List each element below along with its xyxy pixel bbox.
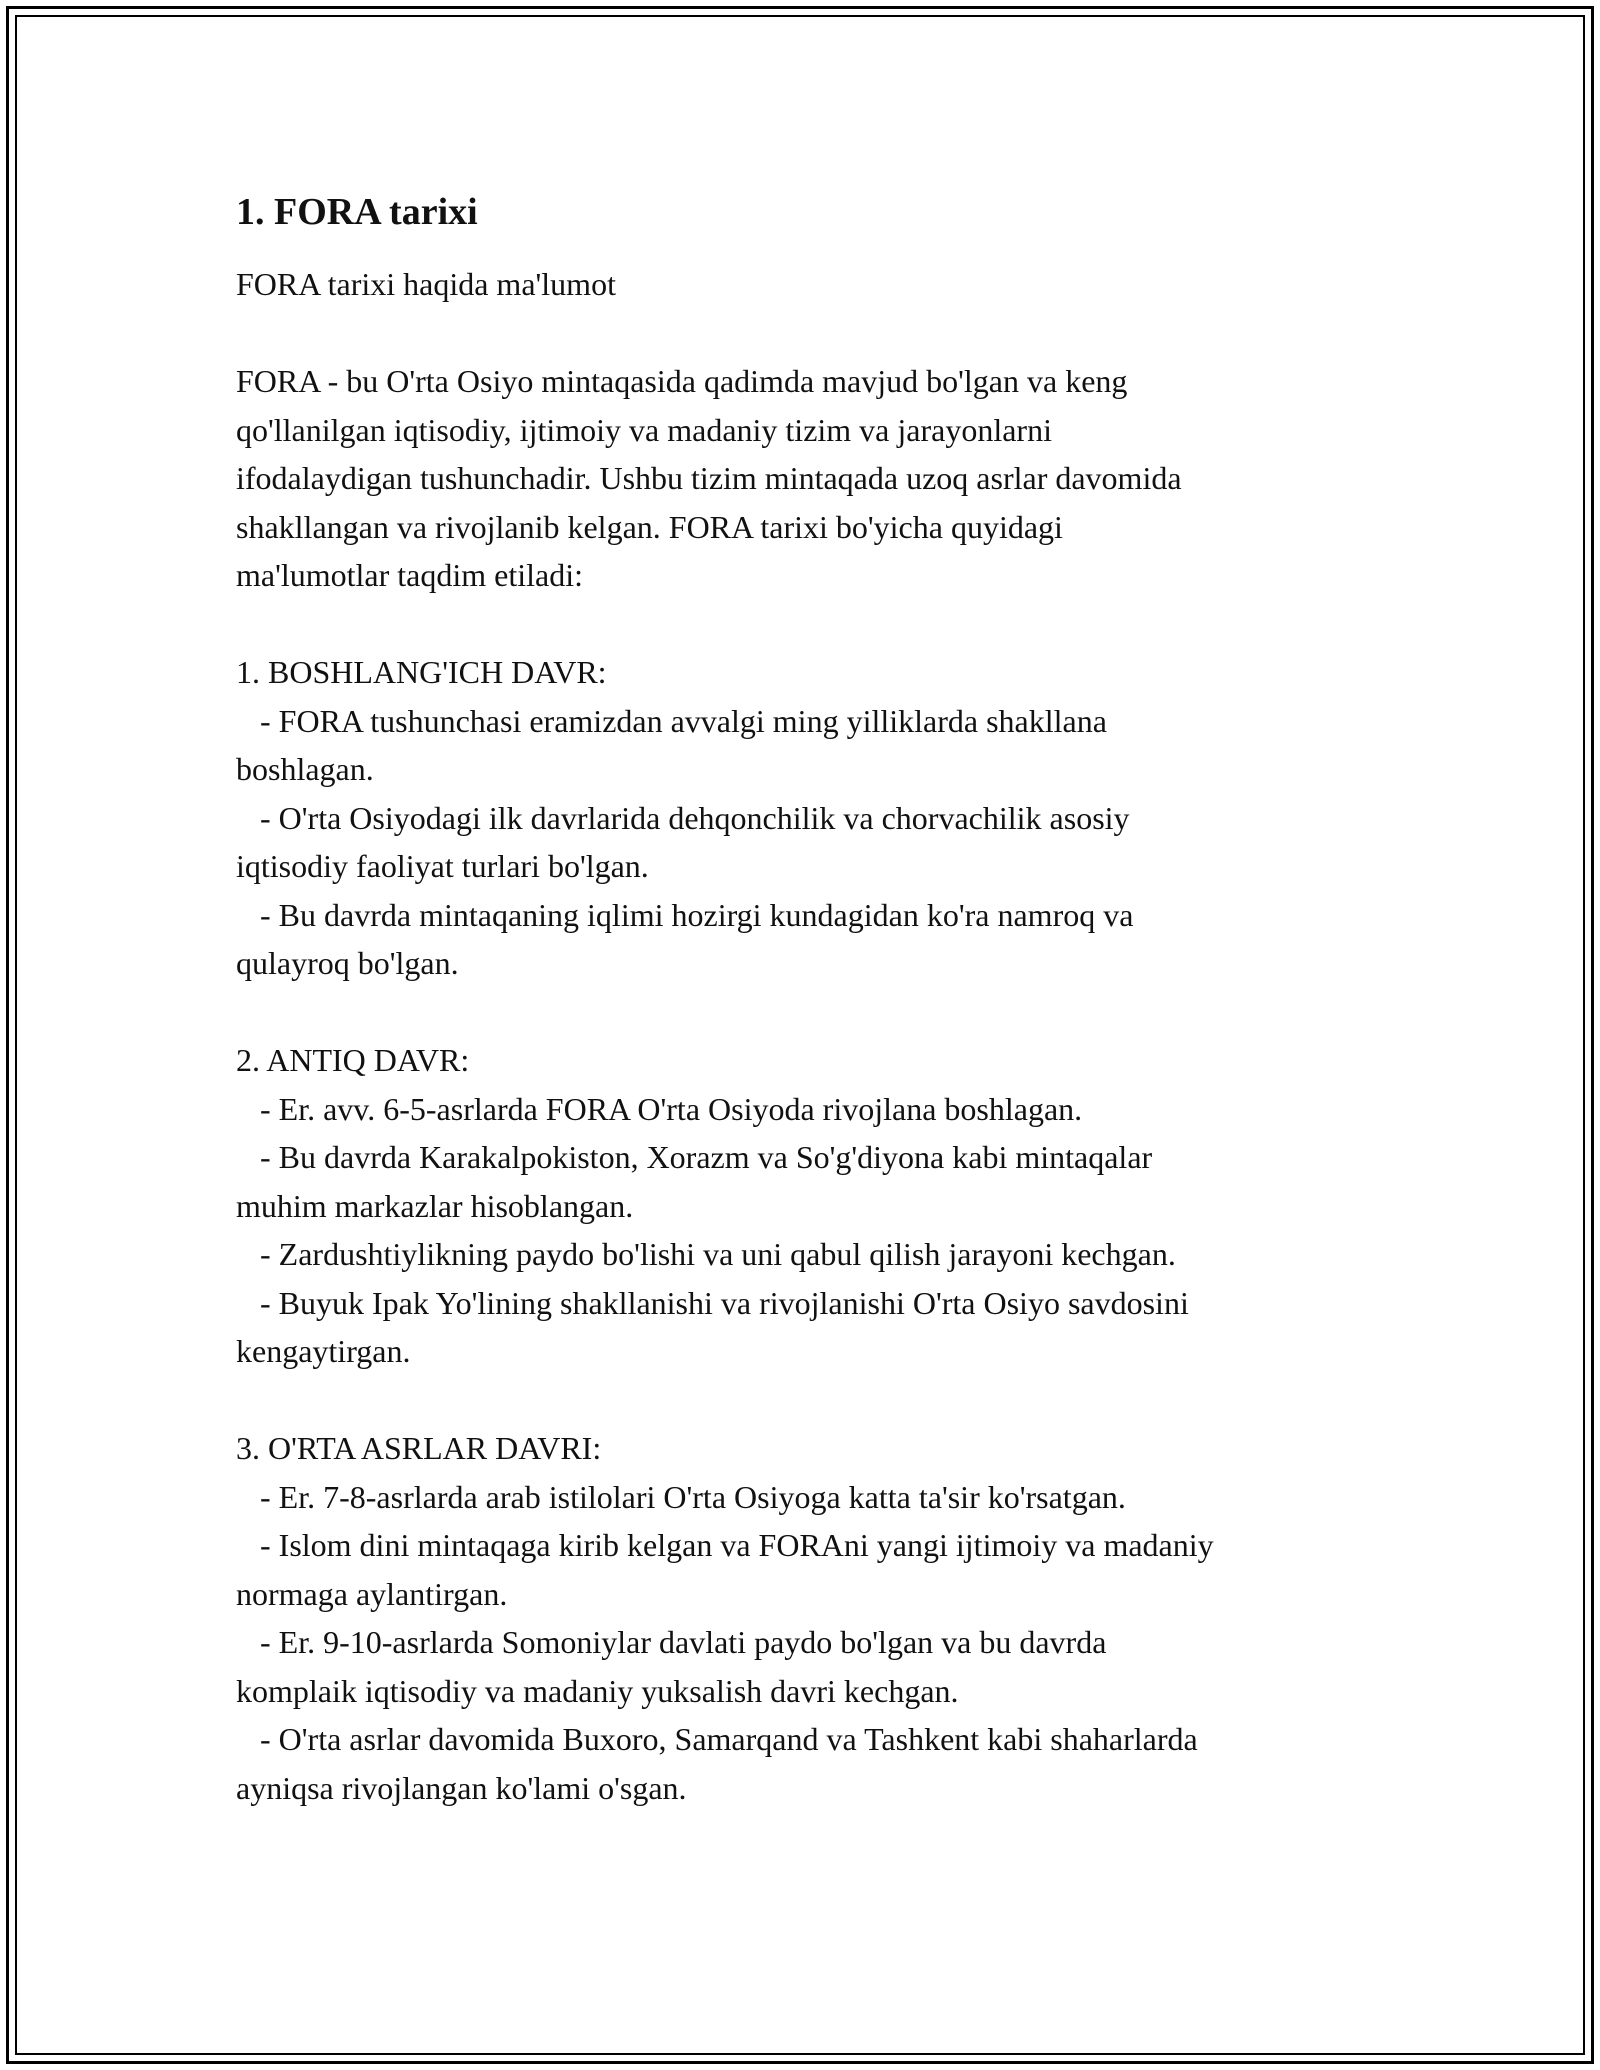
intro-line: FORA - bu O'rta Osiyo mintaqasida qadimda mavjud bo'lgan va keng — [236, 363, 1128, 399]
section-line: - Zardushtiylikning paydo bo'lishi va uni qabul qilish jarayoni kechgan. — [236, 1236, 1176, 1272]
section-heading: 2. ANTIQ DAVR: — [236, 1042, 470, 1078]
section-line: qulayroq bo'lgan. — [236, 945, 459, 981]
section-line: - Er. 7-8-asrlarda arab istilolari O'rta Osiyoga katta ta'sir ko'rsatgan. — [236, 1478, 1126, 1515]
intro-line: qo'llanilgan iqtisodiy, ijtimoiy va madaniy tizim va jarayonlarni — [236, 411, 1052, 448]
section-line: - Buyuk Ipak Yo'lining shakllanishi va rivojlanishi O'rta Osiyo savdosini — [236, 1284, 1189, 1321]
section-boshlangich-davr — [236, 648, 1376, 988]
document-subtitle: FORA tarixi haqida ma'lumot — [236, 266, 616, 302]
section-orta-asrlar-davri — [236, 1424, 1376, 1812]
section-line: normaga aylantirgan. — [236, 1575, 508, 1612]
intro-line: ifodalaydigan tushunchadir. Ushbu tizim mintaqada uzoq asrlar davomida — [236, 460, 1182, 496]
intro-line: shakllangan va rivojlanib kelgan. FORA tarixi bo'yicha quyidagi — [236, 508, 1063, 545]
section-line: ayniqsa rivojlangan ko'lami o'sgan. — [236, 1769, 687, 1806]
section-line: iqtisodiy faoliyat turlari bo'lgan. — [236, 848, 649, 884]
intro-paragraph — [236, 357, 1376, 600]
section-line: - Er. 9-10-asrlarda Somoniylar davlati paydo bo'lgan va bu davrda — [236, 1624, 1107, 1660]
section-line: - Bu davrda mintaqaning iqlimi hozirgi kundagidan ko'ra namroq va — [236, 896, 1134, 933]
section-line: - O'rta Osiyodagi ilk davrlarida dehqonchilik va chorvachilik asosiy — [236, 799, 1130, 836]
section-heading: 1. BOSHLANG'ICH DAVR: — [236, 654, 607, 690]
section-line: muhim markazlar hisoblangan. — [236, 1187, 634, 1224]
section-line: komplaik iqtisodiy va madaniy yuksalish davri kechgan. — [236, 1672, 959, 1709]
section-line: - O'rta asrlar davomida Buxoro, Samarqand va Tashkent kabi shaharlarda — [236, 1721, 1198, 1757]
intro-line: ma'lumotlar taqdim etiladi: — [236, 557, 584, 593]
section-line: kengaytirgan. — [236, 1333, 411, 1369]
section-line: - Islom dini mintaqaga kirib kelgan va FORAni yangi ijtimoiy va madaniy — [236, 1527, 1214, 1563]
document-body — [236, 184, 1376, 1812]
section-line: - Bu davrda Karakalpokiston, Xorazm va So'g'diyona kabi mintaqalar — [236, 1139, 1153, 1175]
section-line: - Er. avv. 6-5-asrlarda FORA O'rta Osiyoda rivojlana boshlagan. — [236, 1090, 1083, 1127]
section-antiq-davr — [236, 1036, 1376, 1376]
section-line: - FORA tushunchasi eramizdan avvalgi ming yilliklarda shakllana — [236, 702, 1107, 739]
section-heading: 3. O'RTA ASRLAR DAVRI: — [236, 1430, 602, 1466]
document-title: 1. FORA tarixi — [236, 191, 478, 233]
section-line: boshlagan. — [236, 751, 374, 787]
